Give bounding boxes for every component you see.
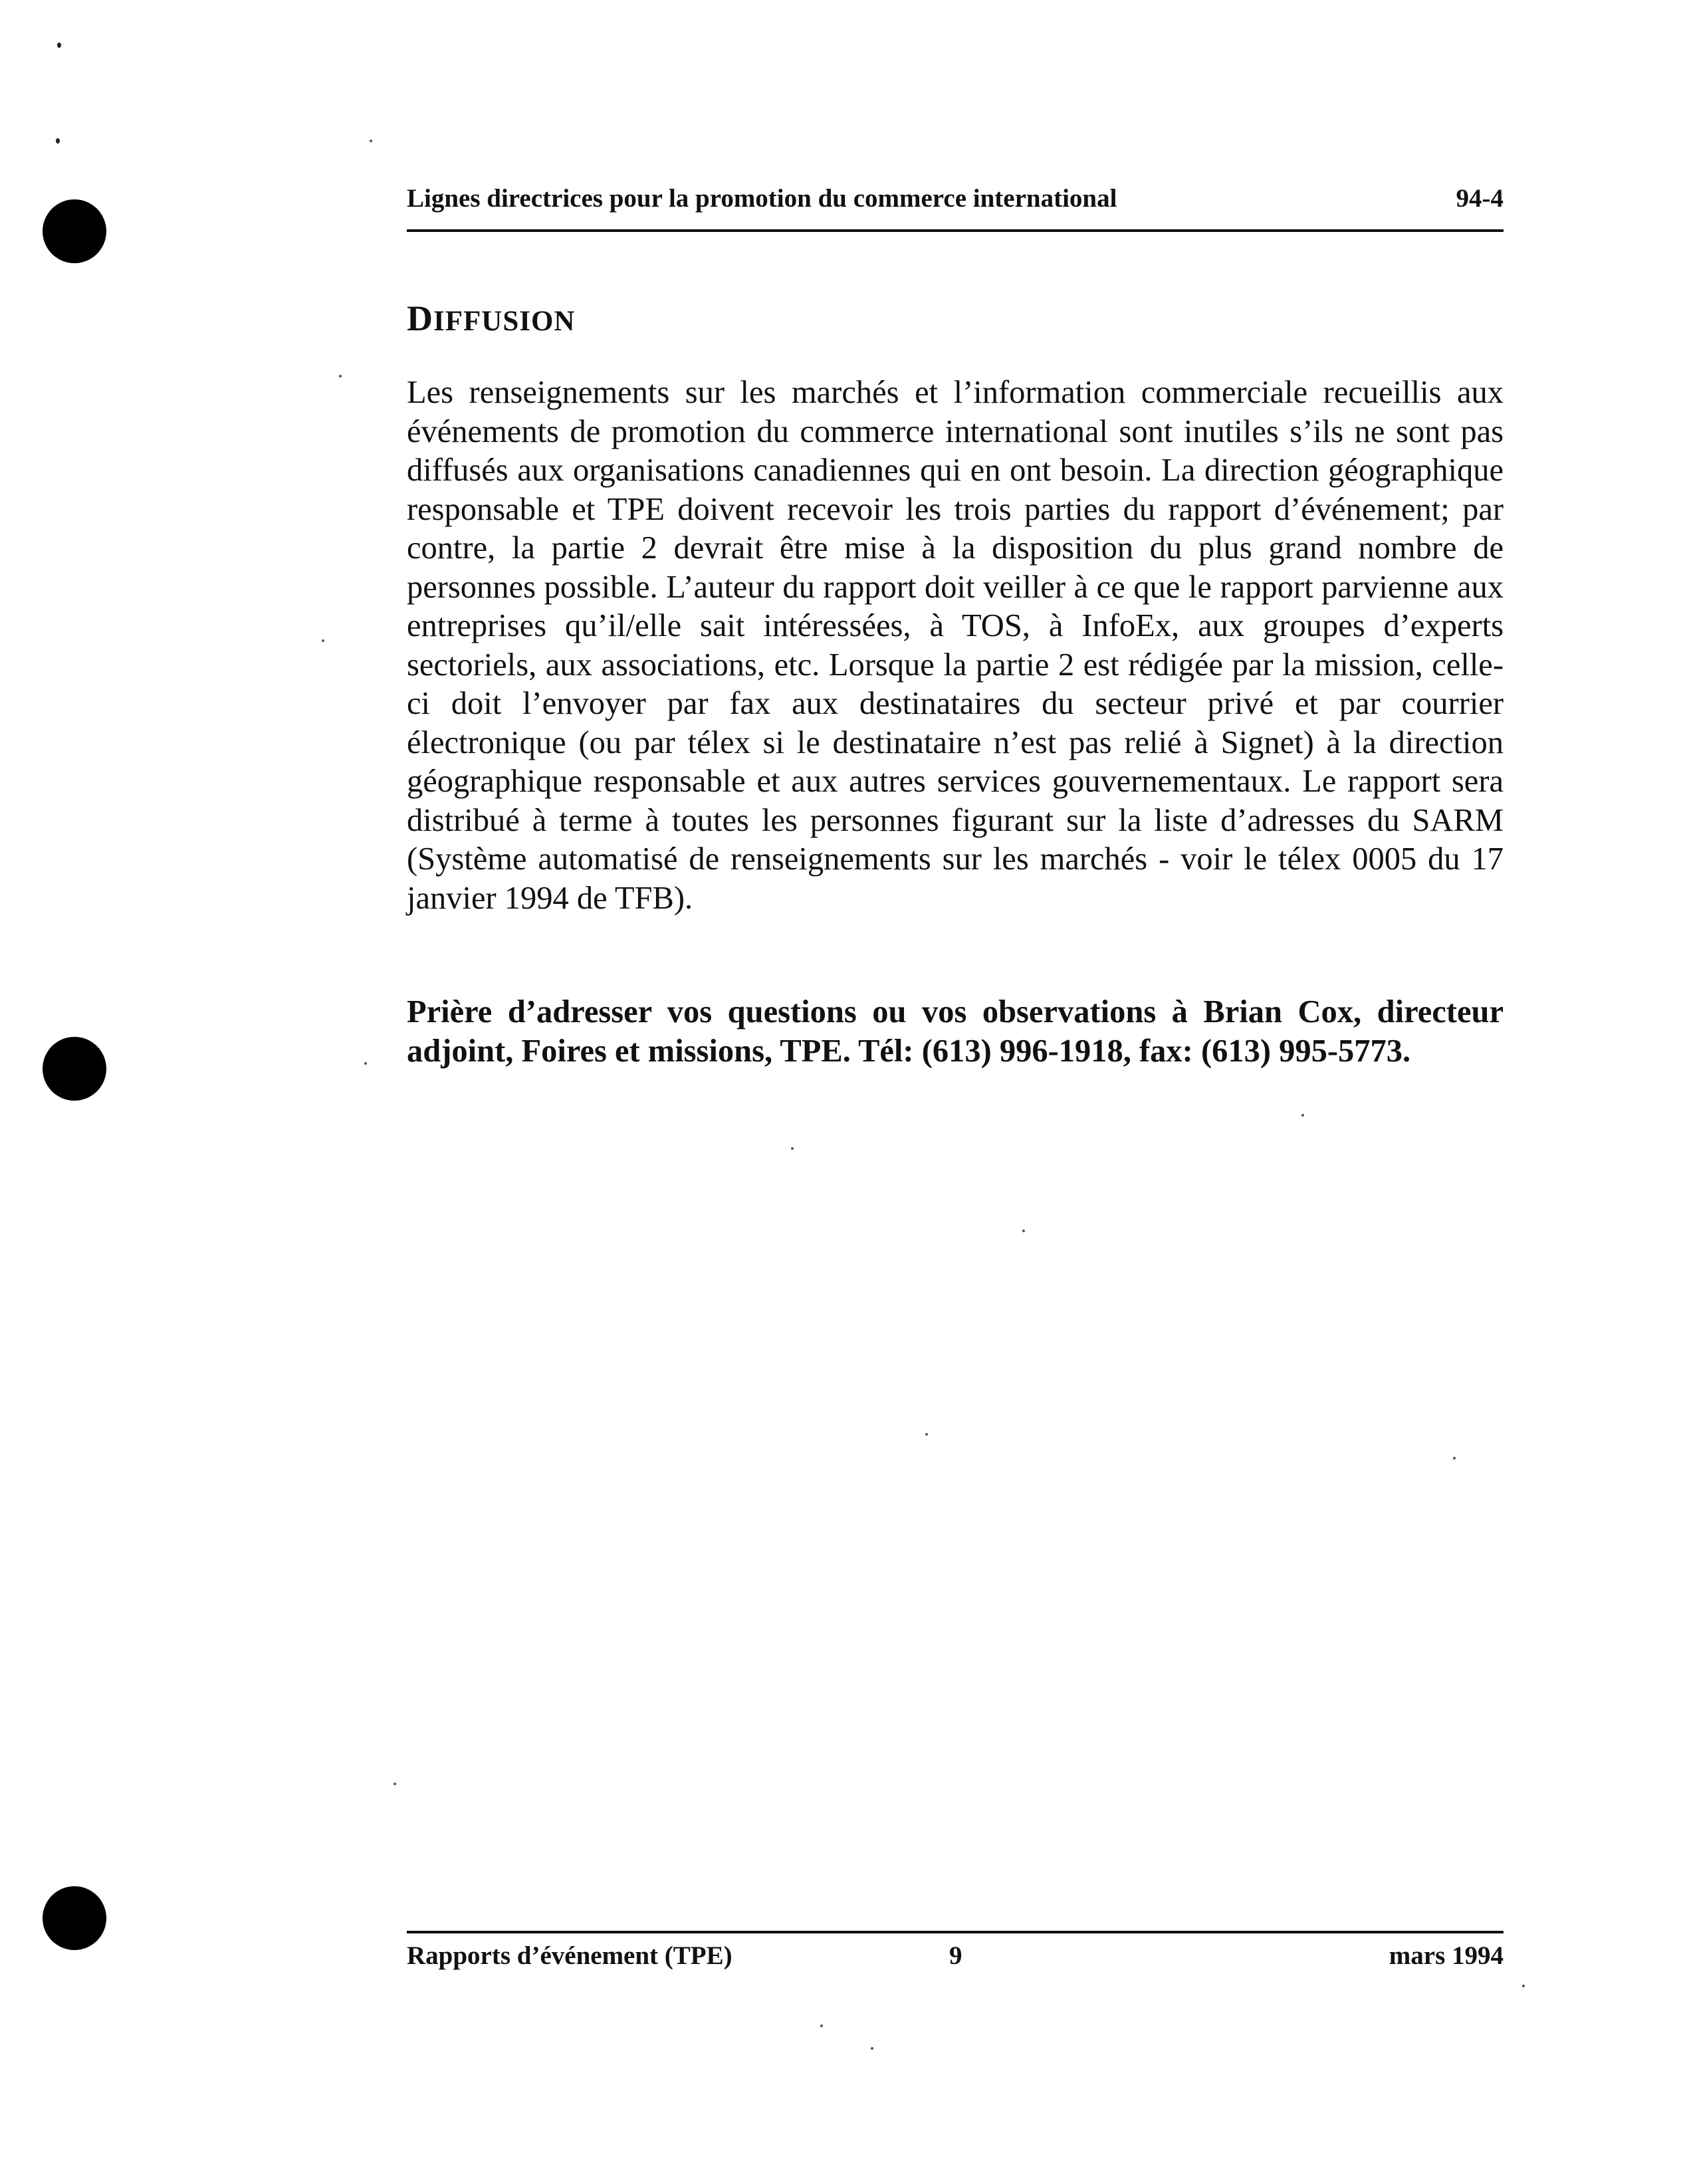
scan-speck [1022,1230,1025,1232]
scan-speck [370,140,372,142]
scan-speck [791,1147,794,1150]
header-title: Lignes directrices pour la promotion du commerce international [407,184,1117,213]
scan-speck [57,43,61,48]
body-paragraph: Les renseignements sur les marchés et l’information commerciale recueillis aux événements de promotion du commerce international sont inutiles s’ils ne sont pas diffusés aux organisations canadiennes qui en ont besoin. La direction géographique responsable et TPE doivent recevoir les trois parties du rapport d’événement; par contre, la partie 2 devrait être mise à la disposition du plus grand nombre de personnes possible. L’auteur du rapport doit veiller à ce que le rapport parvienne aux entreprises qu’il/elle sait intéressées, à TOS, à InfoEx, aux groupes d’experts sectoriels, aux associations, etc. Lorsque la partie 2 est rédigée par la mission, celle-ci doit l’envoyer par fax aux destinataires du secteur privé et par courrier électronique (ou par télex si le destinataire n’est pas relié à Signet) à la direction géographique responsable et aux autres services gouvernementaux. Le rapport sera distribué à terme à toutes les personnes figurant sur la liste d’adresses du SARM (Système automatisé de renseignements sur les marchés - voir le télex 0005 du 17 janvier 1994 de TFB). [407,375,1504,916]
footer-document-title: Rapports d’événement (TPE) [407,1941,732,1970]
header-document-number: 94-4 [1456,184,1504,213]
section-title [407,298,575,339]
section-title-initial: D [407,298,433,338]
running-header [407,183,1504,213]
scan-speck [364,1062,367,1065]
punch-hole-top [43,199,106,263]
scan-speck [871,2047,873,2050]
scan-speck [393,1783,396,1785]
scan-speck [820,2024,823,2027]
punch-hole-middle [43,1037,106,1101]
header-rule [407,229,1504,232]
scan-speck [1301,1114,1304,1117]
scan-speck [1522,1985,1525,1987]
punch-hole-bottom [43,1886,106,1950]
footer-date: mars 1994 [1389,1941,1504,1970]
section-title-rest: IFFUSION [433,306,576,337]
contact-paragraph: Prière d’adresser vos questions ou vos observations à Brian Cox, directeur adjoint, Foires et missions, TPE. Tél: (613) 996-1918, fax: (613) 995-5773. [407,994,1504,1069]
scan-speck [56,138,60,144]
footer-rule [407,1931,1504,1933]
footer-page-number: 9 [949,1941,962,1970]
running-footer [407,1941,1504,1974]
scan-speck [1453,1457,1456,1460]
scan-speck [339,375,342,378]
scan-speck [925,1433,928,1436]
scan-speck [322,639,324,642]
